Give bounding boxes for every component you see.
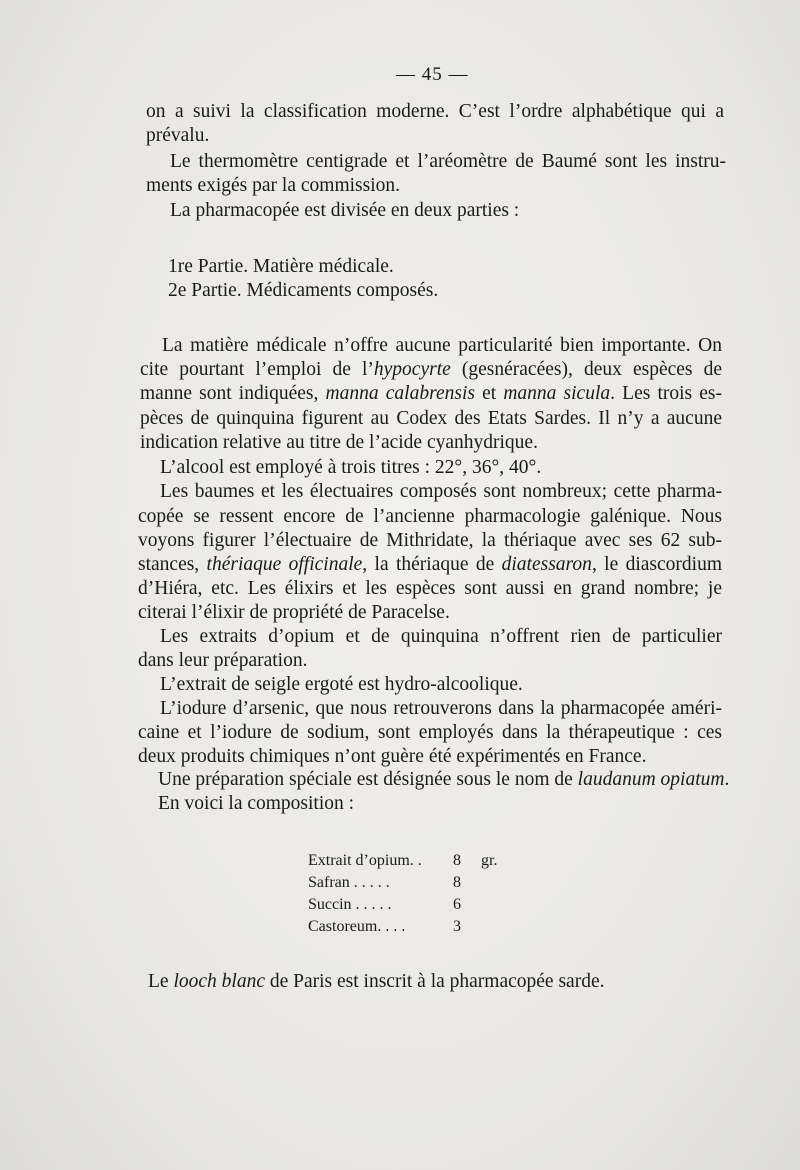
part-1 — [168, 255, 394, 279]
paragraph-4-line-2: cite pourtant l’emploi de l’hypocyrte (gesnéracées), deux espèces de — [140, 359, 723, 380]
paragraph-6-line-1: Les baumes et les électuaires composés sont nombreux; cette pharma- — [160, 481, 722, 502]
paragraph-10: Une préparation spéciale est désignée sous le nom de laudanum opiatum. — [158, 769, 730, 790]
paragraph-3: La pharmacopée est divisée en deux parties : — [170, 200, 520, 221]
paragraph-7-line-1: Les extraits d’opium et de quinquina n’offrent rien de particulier — [160, 626, 722, 647]
paragraph-9-line-1: L’iodure d’arsenic, que nous retrouverons dans la pharmacopée améri- — [160, 698, 722, 719]
paragraph-2-line-2: ments exigés par la commission. — [146, 175, 400, 196]
composition-row: Succin . . . . . 6 — [308, 896, 461, 913]
paragraph-6-line-5: d’Hiéra, etc. Les élixirs et les espèces sont aussi en grand nombre; je — [138, 578, 722, 599]
page-number: — 45 — — [396, 64, 469, 85]
part-2-number: 2e — [168, 280, 187, 301]
part-2-text: Partie. Médicaments composés. — [191, 280, 439, 301]
paragraph-6-line-3: voyons figurer l’électuaire de Mithridate, la thériaque avec ses 62 sub- — [138, 530, 722, 551]
paragraph-1-line-2: prévalu. — [146, 125, 210, 146]
part-1-text: Partie. Matière médicale. — [197, 256, 394, 277]
paragraph-2-line-1: Le thermomètre centigrade et l’aréomètre de Baumé sont les instru- — [170, 151, 726, 172]
paragraph-4-line-1: La matière médicale n’offre aucune particularité bien importante. On — [162, 335, 722, 356]
composition-row: Castoreum. . . . 3 — [308, 918, 461, 935]
paragraph-9-line-3: deux produits chimiques n’ont guère été expérimentés en France. — [138, 746, 647, 767]
paragraph-7-line-2: dans leur préparation. — [138, 650, 308, 671]
paragraph-11: En voici la composition : — [158, 793, 355, 814]
composition-row: Extrait d’opium. . 8 gr. — [308, 852, 498, 869]
part-2 — [168, 279, 438, 303]
composition-row: Safran . . . . . 8 — [308, 874, 461, 891]
part-1-number: 1re — [168, 256, 193, 277]
paragraph-8: L’extrait de seigle ergoté est hydro-alcoolique. — [160, 674, 523, 695]
paragraph-4-line-5: indication relative au titre de l’acide cyanhydrique. — [140, 432, 538, 453]
paragraph-5: L’alcool est employé à trois titres : 22°, 36°, 40°. — [160, 457, 542, 478]
paragraph-6-line-6: citerai l’élixir de propriété de Paracelse. — [138, 602, 450, 623]
paragraph-4-line-3: manne sont indiquées, manna calabrensis et manna sicula. Les trois es- — [140, 383, 723, 404]
final-paragraph: Le looch blanc de Paris est inscrit à la pharmacopée sarde. — [148, 971, 605, 992]
paragraph-6-line-2: copée se ressent encore de l’ancienne pharmacologie galénique. Nous — [138, 506, 722, 527]
paragraph-1-line-1: on a suivi la classification moderne. C’est l’ordre alphabétique qui a — [146, 101, 724, 122]
paragraph-9-line-2: caine et l’iodure de sodium, sont employés dans la thérapeutique : ces — [138, 722, 722, 743]
paragraph-4-line-4: pèces de quinquina figurent au Codex des Etats Sardes. Il n’y a aucune — [140, 408, 722, 429]
paragraph-6-line-4: stances, thériaque officinale, la thériaque de diatessaron, le diascordium — [138, 554, 722, 575]
